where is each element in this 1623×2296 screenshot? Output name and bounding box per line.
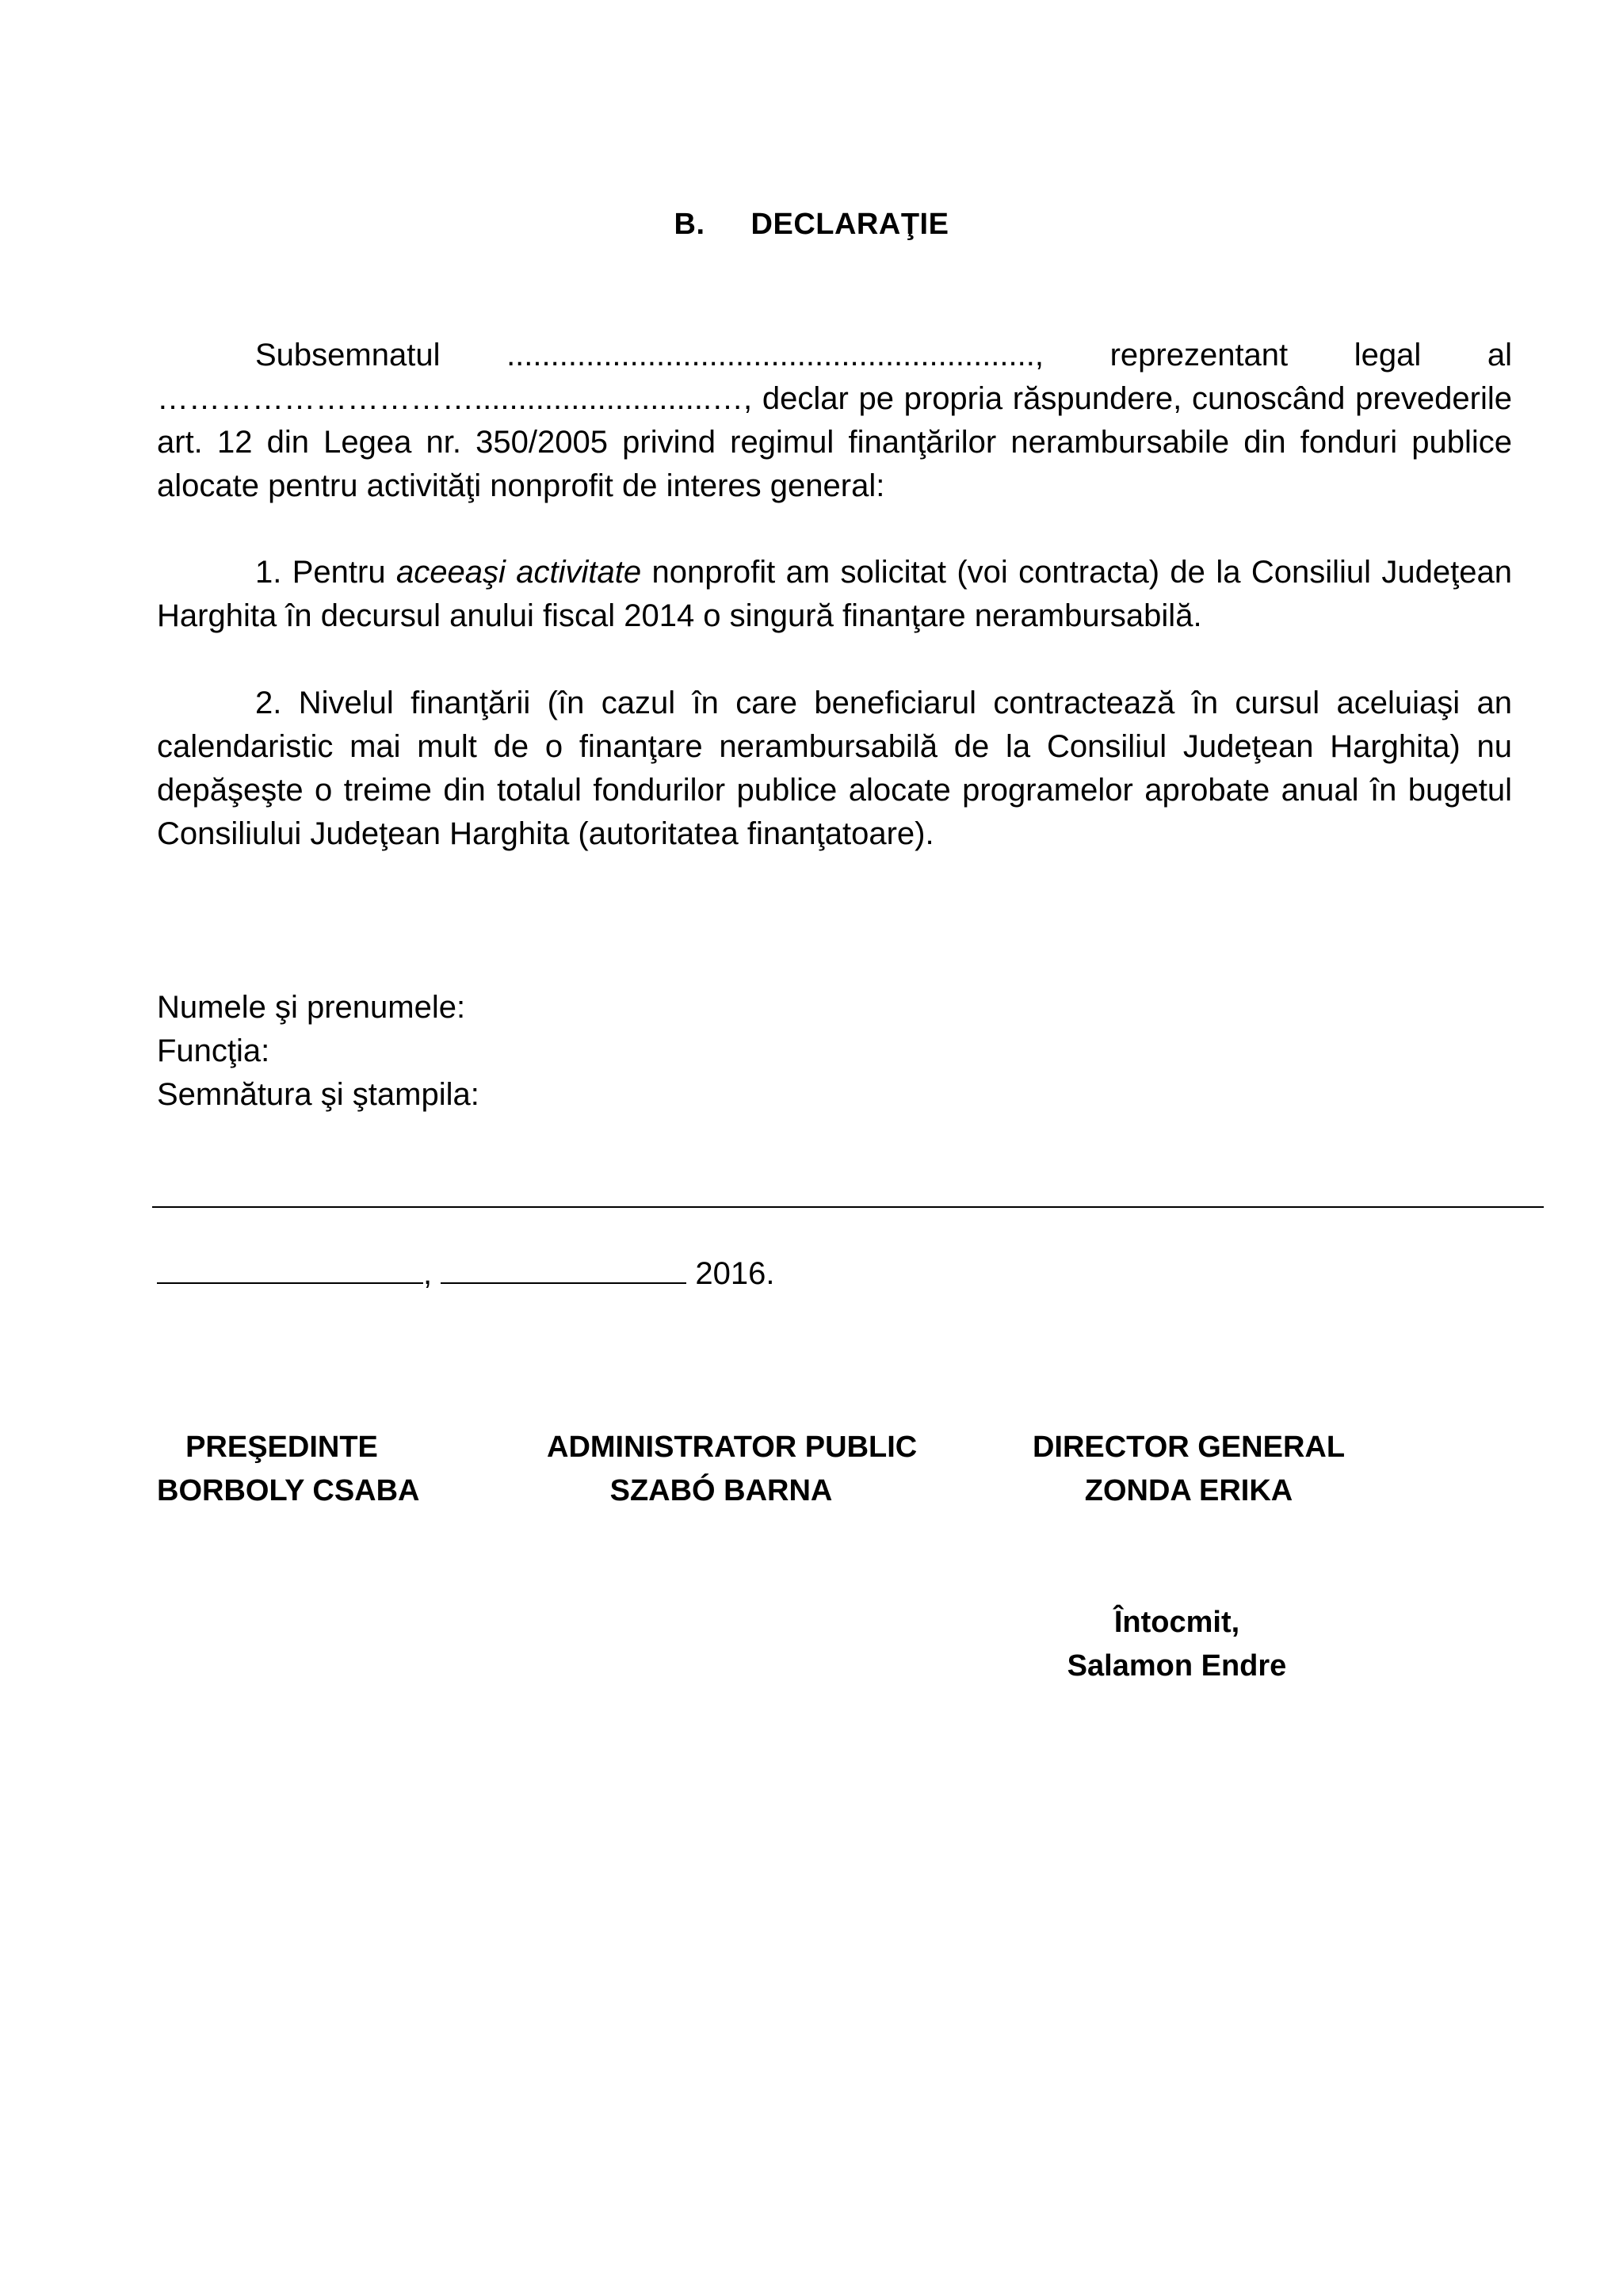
declaration-intro-paragraph — [157, 334, 1512, 508]
administrator-title: ADMINISTRATOR PUBLIC — [547, 1431, 918, 1464]
declaration-point-1 — [157, 551, 1512, 638]
point-2-text: 2. Nivelul finanţării (în cazul în care beneficiarul contractează în cursul aceluiaşi an calendaristic mai mult de o finanţare nerambursabilă de la Consiliul Judeţean Harghita) nu depăşeşte o treime din totalul fondurilor publice alocate programelor aprobate anual în bugetul Consiliului Judeţean Harghita (autoritatea finanţatoare). — [157, 686, 1512, 851]
point-1-end: nonprofit am solicitat (voi contracta) de la Consiliul Judeţean Harghita în decursul anului fiscal 2014 o singură finanţare nerambursabilă. — [157, 555, 1513, 633]
signatory-director — [1030, 1426, 1347, 1513]
prepared-label: Întocmit, — [1113, 1606, 1240, 1639]
name-field-label: Numele şi prenumele: — [157, 990, 466, 1025]
function-field-label: Funcţia: — [157, 1033, 270, 1068]
place-blank — [157, 1251, 423, 1284]
administrator-name: SZABÓ BARNA — [609, 1474, 833, 1507]
horizontal-divider — [152, 1206, 1544, 1208]
prepared-by — [1046, 1601, 1308, 1688]
document-heading — [0, 208, 1623, 242]
prepared-name: Salamon Endre — [1067, 1649, 1287, 1683]
director-title: DIRECTOR GENERAL — [1032, 1431, 1346, 1464]
point-1-italic: aceeaşi activitate — [396, 555, 642, 590]
director-name: ZONDA ERIKA — [1084, 1474, 1293, 1507]
president-name: BORBOLY CSABA — [157, 1474, 420, 1507]
section-letter: B. — [674, 208, 705, 241]
point-1-start: 1. Pentru — [255, 555, 397, 590]
place-date-line — [157, 1251, 774, 1296]
date-blank — [441, 1251, 686, 1284]
signature-field-label: Semnătura şi ştampila: — [157, 1077, 479, 1112]
year-text: 2016. — [695, 1256, 775, 1291]
president-title: PREŞEDINTE — [185, 1431, 378, 1464]
date-separator: , — [423, 1256, 433, 1291]
signer-fields — [157, 986, 479, 1117]
declaration-intro-text: Subsemnatul ............................................................, reprezentant legal al …………………………...........................…, declar pe propria răspundere, cunoscând prevederile art. 12 din Legea nr. 350/2005 privind regimul finanţărilor nerambursabile din fonduri publice alocate pentru activităţi nonprofit de interes general: — [157, 338, 1512, 503]
signatory-president — [157, 1426, 420, 1513]
signatory-administrator — [547, 1426, 918, 1513]
document-title: DECLARAŢIE — [750, 208, 949, 241]
declaration-point-2 — [157, 682, 1512, 856]
